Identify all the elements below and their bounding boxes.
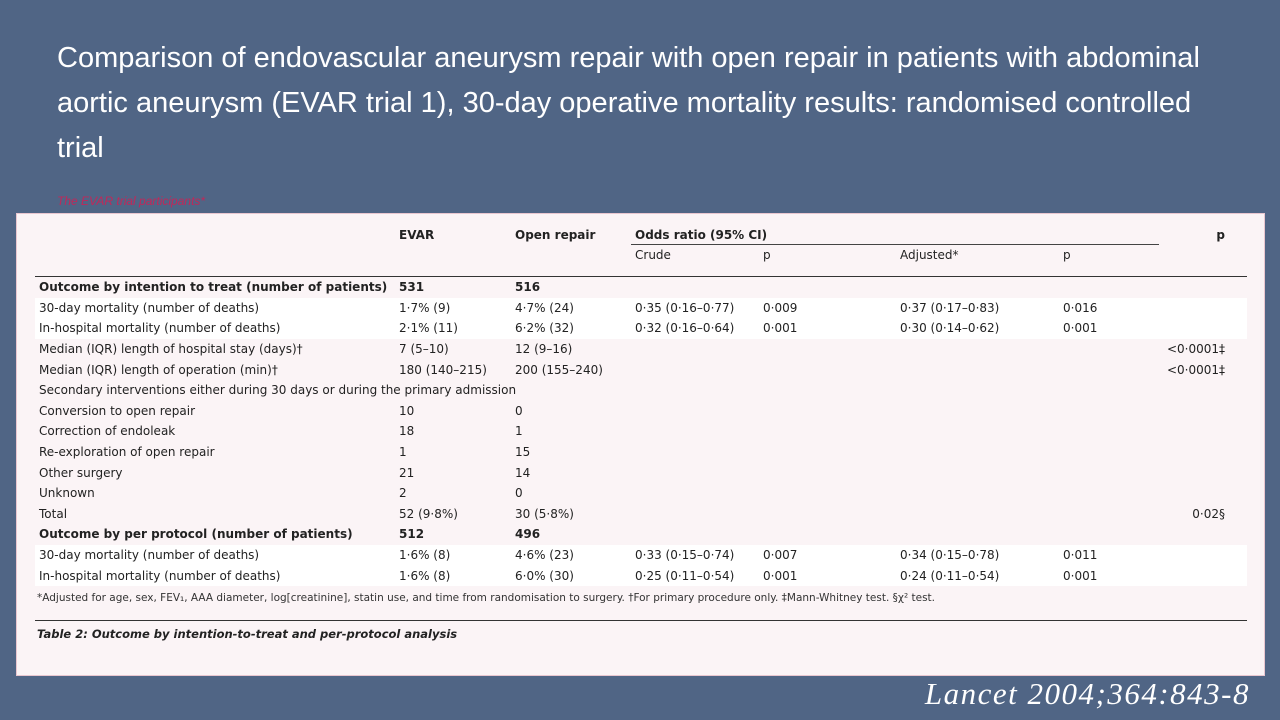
cell-open-repair: 12 (9–16) — [515, 342, 573, 357]
cell-crude — [631, 442, 759, 463]
cell-crude-p — [759, 483, 896, 504]
cell-open-repair: 4·6% (23) — [511, 545, 631, 566]
table-row — [35, 277, 1247, 298]
cell-evar: 10 — [399, 403, 415, 418]
cell-crude-p: 0·001 — [759, 318, 896, 339]
table-row — [35, 380, 1247, 401]
cell-crude-p: 0·007 — [759, 545, 896, 566]
cell-open-repair: 14 — [515, 465, 531, 480]
cell-adjusted — [896, 359, 1059, 380]
table-header-row — [35, 214, 1247, 245]
table-row — [35, 339, 1247, 360]
cell-open-repair: 0 — [515, 403, 523, 418]
cell-adjusted — [896, 504, 1059, 525]
cell-adjusted — [896, 277, 1059, 298]
cell-crude-p — [759, 462, 896, 483]
cell-open-repair: 0 — [515, 486, 523, 501]
cell-open-repair: 30 (5·8%) — [515, 506, 574, 521]
cell-evar: 180 (140–215) — [399, 362, 487, 377]
table-row — [35, 545, 1247, 566]
cell-p — [1159, 483, 1247, 504]
cell-adjusted-p — [1059, 524, 1159, 545]
cell-crude — [631, 421, 759, 442]
cell-crude — [631, 401, 759, 422]
cell-p — [1159, 318, 1247, 339]
cell-p: <0·0001‡ — [1166, 342, 1226, 357]
cell-adjusted-p: 0·011 — [1059, 545, 1159, 566]
cell-p — [1159, 421, 1247, 442]
table-row — [35, 524, 1247, 545]
cell-p — [1159, 524, 1247, 545]
table-row — [35, 483, 1247, 504]
table-row — [35, 565, 1247, 586]
table-row — [35, 298, 1247, 319]
row-label: 30-day mortality (number of deaths) — [35, 298, 395, 319]
cell-open-repair: 15 — [515, 445, 531, 460]
cell-evar: 1·6% (8) — [395, 565, 511, 586]
table-row — [35, 462, 1247, 483]
cell-open-repair: 1 — [515, 424, 523, 439]
row-label: Re-exploration of open repair — [39, 445, 215, 460]
cell-adjusted: 0·37 (0·17–0·83) — [896, 298, 1059, 319]
row-label: Conversion to open repair — [39, 403, 196, 418]
row-label: 30-day mortality (number of deaths) — [35, 545, 395, 566]
table-row — [35, 504, 1247, 525]
cell-p — [1159, 462, 1247, 483]
cell-adjusted-p — [1059, 339, 1159, 360]
table-row — [35, 421, 1247, 442]
cell-crude-p: 0·009 — [759, 298, 896, 319]
cell-adjusted: 0·34 (0·15–0·78) — [896, 545, 1059, 566]
table-row — [35, 401, 1247, 422]
cell-p: <0·0001‡ — [1166, 362, 1226, 377]
cell-crude — [631, 504, 759, 525]
cell-adjusted: 0·30 (0·14–0·62) — [896, 318, 1059, 339]
cell-adjusted-p — [1059, 359, 1159, 380]
cell-adjusted — [896, 339, 1059, 360]
cell-adjusted — [896, 421, 1059, 442]
row-label: Outcome by intention to treat (number of patients) — [39, 280, 388, 295]
cell-crude — [631, 462, 759, 483]
cell-open-repair: 516 — [515, 280, 541, 295]
cell-crude-p — [759, 504, 896, 525]
table-row — [35, 359, 1247, 380]
cell-crude: 0·32 (0·16–0·64) — [631, 318, 759, 339]
cell-evar: 2·1% (11) — [395, 318, 511, 339]
cell-crude — [631, 524, 759, 545]
row-label: Median (IQR) length of operation (min)† — [39, 362, 278, 377]
cell-adjusted-p: 0·001 — [1059, 565, 1159, 586]
row-label: In-hospital mortality (number of deaths) — [35, 318, 395, 339]
cell-adjusted-p — [1059, 421, 1159, 442]
header-blank — [35, 214, 395, 245]
cell-crude: 0·35 (0·16–0·77) — [631, 298, 759, 319]
cell-adjusted-p — [1059, 462, 1159, 483]
cell-open-repair: 496 — [515, 527, 541, 542]
cell-p — [1159, 442, 1247, 463]
cell-crude — [631, 483, 759, 504]
cell-open-repair: 4·7% (24) — [511, 298, 631, 319]
cell-crude-p — [759, 524, 896, 545]
cell-crude-p — [759, 339, 896, 360]
outcome-table-panel — [16, 213, 1265, 676]
header-odds-ratio: Odds ratio (95% CI) — [631, 214, 1159, 245]
cell-p — [1159, 277, 1247, 298]
cell-p: 0·02§ — [1192, 506, 1226, 521]
cell-adjusted-p: 0·001 — [1059, 318, 1159, 339]
cell-adjusted — [896, 401, 1059, 422]
cell-adjusted — [896, 462, 1059, 483]
row-label: In-hospital mortality (number of deaths) — [35, 565, 395, 586]
cell-open-repair: 200 (155–240) — [515, 362, 603, 377]
citation: Lancet 2004;364:843-8 — [924, 676, 1250, 711]
cell-crude-p — [759, 442, 896, 463]
table-body — [35, 277, 1247, 586]
row-label: Total — [39, 506, 68, 521]
cell-p — [1159, 298, 1247, 319]
cell-crude-p — [759, 401, 896, 422]
cell-evar: 1·6% (8) — [395, 545, 511, 566]
cell-p — [1159, 545, 1247, 566]
cell-open-repair: 6·2% (32) — [511, 318, 631, 339]
cell-adjusted — [896, 524, 1059, 545]
cell-evar: 2 — [399, 486, 407, 501]
cell-adjusted — [896, 442, 1059, 463]
header-evar: EVAR — [399, 228, 435, 242]
cell-crude-p — [759, 421, 896, 442]
cell-crude-p — [759, 277, 896, 298]
table-subheader-row — [35, 245, 1247, 277]
subheader-adjusted-p: p — [1059, 245, 1159, 277]
slide-title: Comparison of endovascular aneurysm repair with open repair in patients with abdominal aortic aneurysm (EVAR trial 1), 30-day operative mortality results: randomised controlled trial — [57, 42, 1200, 164]
cell-adjusted-p — [1059, 442, 1159, 463]
subheader-adjusted: Adjusted* — [896, 245, 1059, 277]
cell-crude-p — [759, 359, 896, 380]
row-label: Unknown — [39, 486, 95, 501]
cell-adjusted-p — [1059, 483, 1159, 504]
cell-crude-p: 0·001 — [759, 565, 896, 586]
table-row — [35, 442, 1247, 463]
cell-p — [1159, 565, 1247, 586]
table-footnote: *Adjusted for age, sex, FEV₁, AAA diameter, log[creatinine], statin use, and time from randomisation to surgery. †For primary procedure only. ‡Mann-Whitney test. §χ² test. — [37, 591, 935, 604]
header-open-repair: Open repair — [515, 228, 596, 242]
cell-p — [1159, 401, 1247, 422]
cell-adjusted-p — [1059, 277, 1159, 298]
participants-label: The EVAR trial participants* — [57, 194, 206, 208]
cell-crude — [631, 277, 759, 298]
subheader-blank — [35, 245, 395, 277]
cell-crude: 0·33 (0·15–0·74) — [631, 545, 759, 566]
outcome-table-wrapper — [35, 214, 1247, 641]
cell-adjusted-p — [1059, 504, 1159, 525]
cell-adjusted-p: 0·016 — [1059, 298, 1159, 319]
cell-crude — [631, 339, 759, 360]
cell-evar: 1·7% (9) — [395, 298, 511, 319]
outcome-table — [35, 214, 1247, 586]
cell-evar: 21 — [399, 465, 415, 480]
row-label: Median (IQR) length of hospital stay (days)† — [39, 342, 303, 357]
cell-evar: 18 — [399, 424, 415, 439]
cell-evar: 52 (9·8%) — [399, 506, 458, 521]
cell-evar: 512 — [399, 527, 425, 542]
cell-adjusted: 0·24 (0·11–0·54) — [896, 565, 1059, 586]
cell-adjusted-p — [1059, 401, 1159, 422]
cell-adjusted — [896, 483, 1059, 504]
cell-crude: 0·25 (0·11–0·54) — [631, 565, 759, 586]
subheader-blank — [1159, 245, 1247, 277]
subheader-crude: Crude — [631, 245, 759, 277]
cell-crude — [631, 359, 759, 380]
row-label: Outcome by per protocol (number of patients) — [39, 527, 353, 542]
subheader-crude-p: p — [759, 245, 896, 277]
table-row — [35, 318, 1247, 339]
row-label: Other surgery — [39, 465, 123, 480]
cell-open-repair: 6·0% (30) — [511, 565, 631, 586]
table-caption: Table 2: Outcome by intention-to-treat and per-protocol analysis — [37, 626, 458, 641]
cell-evar: 1 — [399, 445, 407, 460]
subheader-blank — [395, 245, 511, 277]
header-p: p — [1216, 228, 1226, 242]
cell-evar: 531 — [399, 280, 425, 295]
row-label: Correction of endoleak — [39, 424, 176, 439]
row-label: Secondary interventions either during 30 days or during the primary admission — [39, 383, 517, 398]
cell-evar: 7 (5–10) — [399, 342, 449, 357]
subheader-blank — [511, 245, 631, 277]
